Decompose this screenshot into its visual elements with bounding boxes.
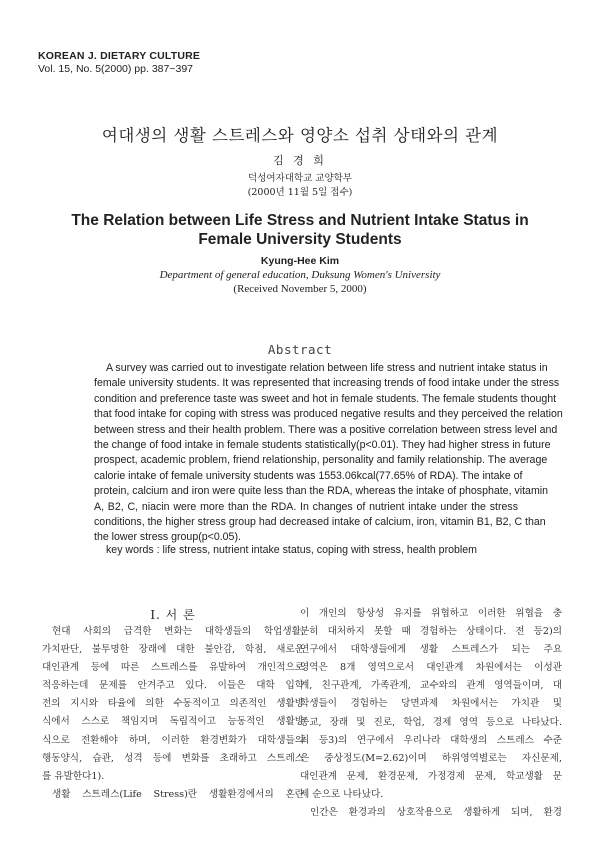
abstract-line: the change of food intake in female students statistically(p<0.01). They had higher stress in future	[94, 439, 551, 452]
body-line: 적응하는데 문제를 안겨주고 있다. 이들은 대학 입학	[42, 680, 304, 692]
body-line: 전의 지시와 타율에 의한 수동적이고 의존적인 생활방	[42, 698, 304, 710]
body-line: 은 중상정도(M=2.62)이며 하위영역별로는 자신문제,	[300, 752, 562, 764]
body-line: 가치판단, 불투명한 장래에 대한 불안감, 학점, 새로운	[42, 644, 304, 656]
abstract-line: between stress and their health problem. There was a positive correlation between stress level and	[94, 423, 558, 436]
english-title-line-2: Female University Students	[198, 231, 402, 248]
abstract-line: A survey was carried out to investigate relation between life stress and nutrient intake status in	[106, 362, 548, 374]
abstract-line: conditions, the higher stress group had decreased intake of calcium, iron, vitamin B1, B2, C than	[94, 516, 546, 529]
body-right-column	[300, 605, 562, 822]
abstract-line: calorie intake of female university students was 1553.06kcal(77.65% of RDA). The intake of	[94, 469, 523, 482]
body-line: 제 순으로 나타났다.	[300, 788, 384, 800]
body-line: 분히 대처하지 못할 때 경험하는 상태이다. 전 등2)의	[300, 626, 562, 638]
body-line: 종교, 장래 및 진로, 학업, 경제 영역 등으로 나타났다.	[300, 716, 562, 728]
korean-title: 여대생의 생활 스트레스와 영양소 섭취 상태와의 관계	[101, 126, 499, 145]
body-line: 를 유발한다1).	[42, 770, 105, 782]
body-line: 영역은 8개 영역으로서 대인관계 차원에서는 이성관	[300, 662, 562, 674]
body-line: 행동양식, 습관, 성격 등에 변화를 초래하고 스트레스	[42, 752, 304, 764]
english-title-line-1: The Relation between Life Stress and Nutrient Intake Status in	[71, 212, 529, 229]
body-line: 계, 친구관계, 가족관계, 교수와의 관계 영역들이며, 대	[300, 680, 562, 692]
abstract-line: the lower stress group(p<0.05).	[94, 531, 241, 544]
keywords-list: life stress, nutrient intake status, coping with stress, health problem	[159, 544, 477, 556]
body-line: 연구에서 대학생들에게 생활 스트레스가 되는 주요	[300, 644, 562, 656]
english-title	[0, 211, 600, 249]
korean-author: 김 경 희	[273, 154, 327, 167]
english-affiliation: Department of general education, Duksung Women's University	[159, 269, 441, 281]
abstract-heading: Abstract	[267, 342, 333, 357]
english-received-date: (Received November 5, 2000)	[233, 283, 367, 295]
abstract-line: condition and preference taste was sweet and hot in female students. The female students thought	[94, 392, 557, 405]
body-line: 이 개인의 항상성 유지를 위협하고 이러한 위협을 충	[300, 608, 562, 619]
body-line: 식으로 전환해야 하며, 이러한 환경변화가 대학생들의	[42, 734, 304, 746]
abstract-line: that food intake for coping with stress was produced negative results and they perceived the relation	[94, 408, 563, 421]
body-line: 대인관계 등에 따른 스트레스를 유발하여 개인적으로	[42, 662, 304, 674]
abstract-body	[94, 361, 563, 546]
journal-header	[38, 50, 200, 75]
journal-volume: Vol. 15, No. 5(2000) pp. 387~397	[38, 63, 193, 75]
abstract-line: A, B2, C, niacin were more than the RDA. In changes of nutrient intake under the stress	[94, 500, 518, 513]
body-line: 학생들이 경험하는 당면과제 차원에서는 가치관 및	[300, 698, 562, 710]
body-left-column	[42, 623, 304, 804]
body-line: 식에서 스스로 책임지며 독립적이고 능동적인 생활방	[42, 716, 304, 728]
body-line: 최 등3)의 연구에서 우리나라 대학생의 스트레스 수준	[300, 734, 562, 746]
body-line: 현대 사회의 급격한 변화는 대학생들의 학업생활,	[52, 626, 304, 637]
korean-affiliation: 덕성여자대학교 교양학부	[248, 173, 352, 184]
keywords-label: key words :	[106, 544, 160, 556]
body-line: 대인관계 문제, 환경문제, 가정경제 문제, 학교생활 문	[300, 770, 562, 782]
abstract-line: prospect, academic problem, friend relationship, personality and family relationship. The average	[94, 454, 548, 467]
body-line: 생활 스트레스(Life Stress)란 생활환경에서의 혼란	[52, 788, 304, 800]
abstract-line: protein, calcium and iron were quite less than the RDA, whereas the intake of phosphate, vitamin	[94, 485, 549, 498]
journal-name: KOREAN J. DIETARY CULTURE	[38, 50, 201, 62]
section-heading-introduction: I. 서 론	[150, 608, 196, 622]
english-author: Kyung-Hee Kim	[260, 255, 340, 267]
korean-received-date: (2000년 11월 5일 접수)	[247, 187, 353, 198]
body-line: 인간은 환경과의 상호작용으로 생활하게 되며, 환경	[310, 807, 562, 819]
keywords	[106, 544, 477, 556]
abstract-line: female university students. It was represented that increasing trends of food intake under the stress	[94, 377, 560, 390]
